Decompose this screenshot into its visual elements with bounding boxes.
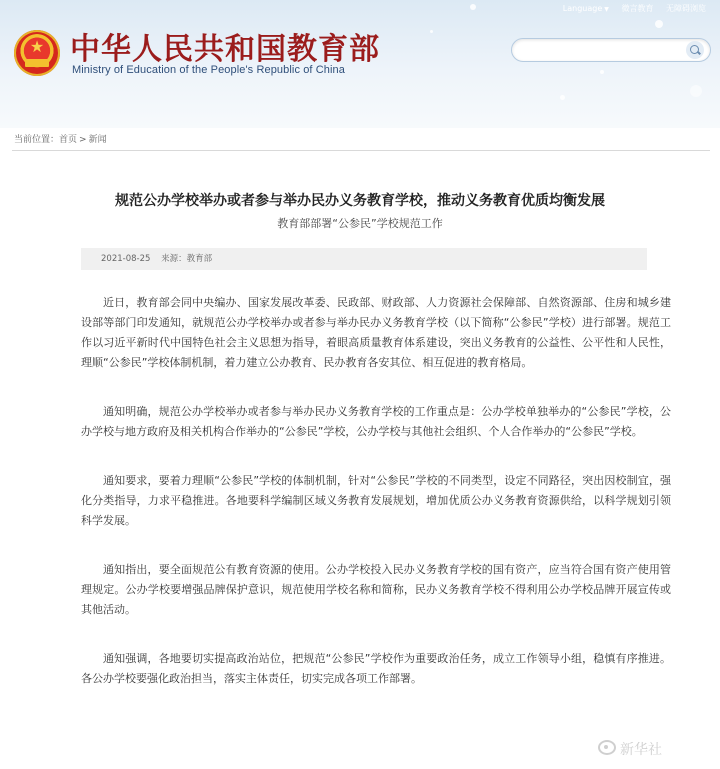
article-date: 2021-08-25 — [101, 254, 151, 264]
accessibility-link[interactable]: 无障碍浏览 — [666, 4, 706, 13]
paragraph: 通知要求，要着力理顺“公参民”学校的体制机制，针对“公参民”学校的不同类型，设定不同路径，突出因校制宜，强化分类指导，力求平稳推进。各地要科学编制区域义务教育发展规划，增加优质公办义务教育资源供给，以科学规划引领科学发展。 — [81, 474, 671, 527]
paragraph: 通知强调，各地要切实提高政治站位，把规范“公参民”学校作为重要政治任务，成立工作领导小组，稳慎有序推进。各公办学校要强化政治担当，落实主体责任，切实完成各项工作部署。 — [81, 652, 671, 685]
article-source: 来源：教育部 — [161, 254, 213, 264]
watermark: 新华社 — [620, 742, 662, 758]
breadcrumb-label: 当前位置： — [14, 135, 60, 145]
article-meta — [81, 248, 647, 270]
article-body — [81, 293, 671, 718]
site-title-en: Ministry of Education of the People's Republic of China — [72, 64, 345, 76]
search-icon[interactable] — [686, 41, 704, 59]
breadcrumb-separator: > — [79, 135, 87, 145]
weibo-icon — [598, 740, 616, 755]
mobile-link[interactable]: 微言教育 — [621, 4, 654, 13]
language-label: Language — [562, 4, 603, 13]
breadcrumb-current[interactable]: 新闻 — [88, 135, 107, 145]
site-title-cn[interactable]: 中华人民共和国教育部 — [70, 32, 380, 67]
chevron-down-icon: ▼ — [604, 6, 609, 13]
paragraph: 通知明确，规范公办学校举办或者参与举办民办义务教育学校的工作重点是：公办学校单独举办的“公参民”学校，公办学校与地方政府及相关机构合作举办的“公参民”学校，公办学校与其他社会组织、个人合作举办的“公参民”学校。 — [81, 405, 671, 438]
site-header — [0, 0, 720, 128]
breadcrumb — [14, 132, 107, 145]
national-emblem-icon[interactable]: ★ — [14, 30, 60, 76]
search-input[interactable] — [511, 38, 711, 62]
divider — [12, 150, 710, 151]
article-title: 规范公办学校举办或者参与举办民办义务教育学校，推动义务教育优质均衡发展 — [115, 193, 605, 209]
paragraph: 通知指出，要全面规范公有教育资源的使用。公办学校投入民办义务教育学校的国有资产，应当符合国有资产使用管理规定。公办学校要增强品牌保护意识，规范使用学校名称和简称，民办义务教育学校不得利用公办学校品牌开展宣传或其他活动。 — [81, 563, 671, 616]
paragraph: 近日，教育部会同中央编办、国家发展改革委、民政部、财政部、人力资源社会保障部、自然资源部、住房和城乡建设部等部门印发通知，就规范公办学校举办或者参与举办民办义务教育学校（以下简称“公参民”学校）进行部署。规范工作以习近平新时代中国特色社会主义思想为指导，着眼高质量教育体系建设，突出义务教育的公益性、公平性和人民性，理顺“公参民”学校体制机制，着力建立公办教育、民办教育各安其位、相互促进的教育格局。 — [81, 296, 671, 369]
language-link[interactable] — [553, 4, 609, 13]
breadcrumb-home[interactable]: 首页 — [59, 135, 78, 145]
article-subtitle: 教育部部署“公参民”学校规范工作 — [277, 217, 443, 230]
top-links — [543, 3, 706, 14]
